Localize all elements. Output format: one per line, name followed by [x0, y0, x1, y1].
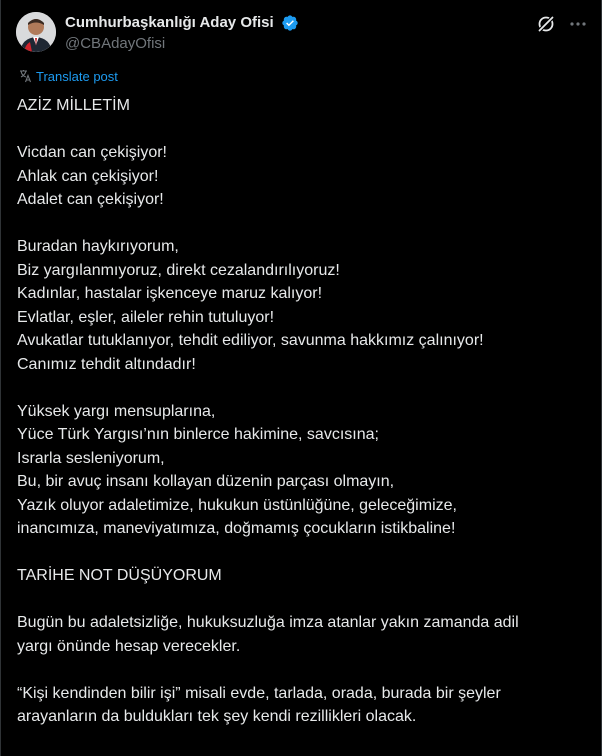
post-text-line: yargı önünde hesap verecekler.: [17, 637, 241, 655]
profile-photo-icon: [16, 12, 56, 52]
post-text: [17, 94, 587, 729]
grok-icon[interactable]: [536, 14, 556, 34]
more-icon[interactable]: [568, 14, 588, 34]
translate-post-link[interactable]: [18, 69, 118, 85]
post-text-line: inancımıza, maneviyatımıza, doğmamış çocukların istikbaline!: [17, 520, 456, 537]
post-text-line: Yüce Türk Yargısı’nın binlerce hakimine, savcısına;: [17, 426, 379, 443]
translate-icon: [18, 69, 32, 83]
post-header: [16, 12, 588, 54]
post-text-line: Canımız tehdit altındadır!: [17, 355, 196, 373]
paragraph-gap: [17, 376, 587, 400]
post-text-line: Buradan haykırıyorum,: [17, 238, 179, 255]
author-names: [65, 13, 299, 53]
paragraph-gap: [17, 588, 587, 612]
post-text-line: Yazık oluyor adaletimize, hukukun üstünlüğüne, geleceğimize,: [17, 496, 457, 514]
post-text-line: Biz yargılanmıyoruz, direkt cezalandırılıyoruz!: [17, 261, 340, 279]
author-handle[interactable]: @CBAdayOfisi: [65, 35, 166, 52]
post-text-line: Ahlak can çekişiyor!: [17, 167, 159, 185]
post-text-line: Adalet can çekişiyor!: [17, 191, 164, 208]
post-text-line: arayanların da buldukları tek şey kendi rezillikleri olacak.: [17, 708, 417, 725]
post-text-line: Yüksek yargı mensuplarına,: [17, 402, 216, 420]
verified-badge-icon: [281, 14, 299, 32]
post-text-line: Kadınlar, hastalar işkenceye maruz kalıyor!: [17, 285, 323, 302]
avatar[interactable]: [16, 12, 56, 52]
post-text-line: AZİZ MİLLETİM: [17, 97, 130, 114]
paragraph-gap: [17, 118, 587, 142]
post-text-line: Israrla sesleniyorum,: [17, 449, 165, 467]
post-text-line: Bu, bir avuç insanı kollayan düzenin parçası olmayın,: [17, 473, 395, 490]
author-display-name[interactable]: Cumhurbaşkanlığı Aday Ofisi: [65, 14, 274, 31]
post-text-line: Avukatlar tutuklanıyor, tehdit ediliyor, savunma hakkımız çalınıyor!: [17, 332, 484, 349]
post-actions: [528, 14, 588, 34]
paragraph-gap: [17, 541, 587, 565]
paragraph-gap: [17, 212, 587, 236]
paragraph-gap: [17, 658, 587, 682]
post-text-line: TARİHE NOT DÜŞÜYORUM: [17, 567, 222, 584]
translate-label: Translate post: [36, 69, 118, 84]
post-text-line: Bugün bu adaletsizliğe, hukuksuzluğa imza atanlar yakın zamanda adil: [17, 614, 519, 631]
post-text-line: Vicdan can çekişiyor!: [17, 144, 167, 161]
post-text-line: “Kişi kendinden bilir işi” misali evde, tarlada, orada, burada bir şeyler: [17, 684, 501, 702]
post-text-line: Evlatlar, eşler, aileler rehin tutuluyor!: [17, 308, 275, 326]
